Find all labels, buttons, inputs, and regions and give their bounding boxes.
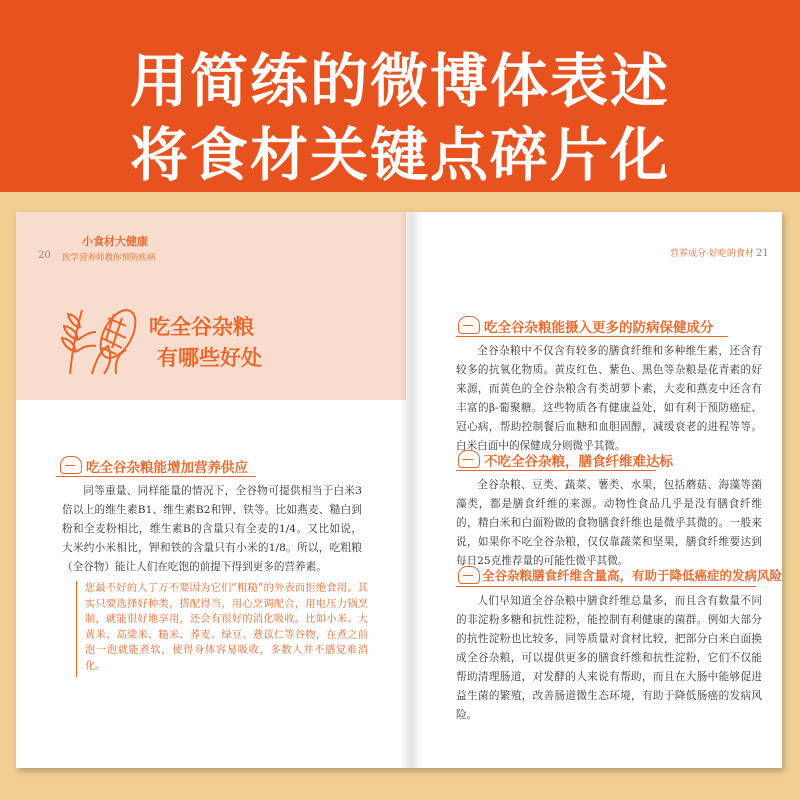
bowl-icon	[458, 566, 480, 584]
section-body-fiber-target: 全谷杂粮、豆类、蔬菜、薯类、水果，包括蘑菇、海藻等菌藻类，都是膳食纤维的来源。动物性食品几乎是没有膳食纤维的，精白米和白面粉做的食物膳食纤维也是微乎其微的。一般来说，如果你不吃全谷杂粮，仅仅靠蔬菜和坚果，膳食纤维要达到每日25克推荐量的可能性微乎其微。	[456, 479, 762, 567]
section-title-cancer-risk: 全谷杂粮膳食纤维含量高，有助于降低癌症的发病风险	[482, 568, 783, 583]
section-underline	[456, 336, 728, 337]
bowl-icon	[458, 316, 480, 334]
tip-note-box: 您最不好的人了万不要因为它们“粗糙”的外表而拒绝食用。其实只要选择好种类，搭配得当，用心烹调配合，用电压力锅烹制，就能很好地享用，还会有很好的消化吸收。比如小米、大黄米、高粱米、糙米、荞麦、绿豆、薏苡仁等谷物，在煮之前泡一泡就能煮软，使得身体容易吸收，多数人并不感觉难消化。	[76, 581, 368, 677]
section-body-cancer-risk: 人们早知道全谷杂粮中膳食纤维总量多，而且含有数量不同的非淀粉多糖和抗性淀粉，能控制有利健康的菌群。例如大部分的抗性淀粉也比较多，同等质量对食材比较，把部分白米白面换成全谷杂粮，可以提供更多的膳食纤维和抗性淀粉，它们不仅能帮助清理肠道，对发酵的人来说有帮助，而且在大肠中能够促进益生菌的繁殖，改善肠道微生态环境，有助于降低肠癌的发病风险。	[456, 595, 762, 721]
section-body-nutrition-supply: 同等重量、同样能量的情况下，全谷物可提供相当于白米3倍以上的维生素B1、维生素B2和钾、铁等。比如燕麦、糙白到粉和全麦粉相比，维生素B的含量只有全麦的1/4。又比如说，大米约小米相比，钾和铁的含量只有小米的1/8。所以，吃粗粮（全谷物）能让人们在吃饱的前提下得到更多的营养素。	[62, 485, 362, 573]
section-title-nutrition-supply: 吃全谷杂粮能增加营养供应	[86, 460, 248, 476]
left-page-hero-panel	[16, 212, 406, 400]
bowl-icon	[60, 456, 82, 474]
section-title-fiber-target: 不吃全谷杂粮，膳食纤维难达标	[484, 454, 673, 470]
hero-title-line2: 有哪些好处	[157, 346, 262, 370]
section-underline	[456, 470, 656, 471]
hero-title	[149, 312, 262, 374]
section-body-disease-prevention: 全谷杂粮中不仅含有较多的膳食纤维和多种维生素，还含有较多的抗氧化物质。黄皮红色、紫色、黑色等杂粮是花青素的好来源，而黄色的全谷杂粮含有类胡萝卜素，大麦和燕麦中还含有丰富的β-葡聚糖。这些物质各有健康益处，如有利于预防癌症、冠心病，帮助控制餐后血糖和血胆固醇，减缓衰老的进程等等。白米白面中的保健成分则微乎其微。	[456, 345, 762, 452]
left-running-title: 小食材大健康	[82, 235, 148, 248]
banner-headline-line2: 将食材关键点碎片化	[129, 121, 670, 189]
left-page-number: 20	[38, 250, 51, 261]
section-underline	[56, 476, 256, 477]
right-running-title: 营养成分·好吃的食材	[670, 249, 754, 259]
left-running-subtitle: 医学营养师教你预防疾病	[62, 253, 156, 263]
book-gutter	[399, 212, 423, 768]
bowl-icon	[458, 450, 480, 468]
section-underline	[456, 586, 756, 587]
open-book-spread	[16, 212, 782, 768]
top-banner	[0, 0, 800, 192]
right-page-number: 21	[756, 248, 769, 259]
hero-title-line1: 吃全谷杂粮	[149, 315, 254, 339]
section-title-disease-prevention: 吃全谷杂粮能摄入更多的防病保健成分	[484, 320, 714, 336]
corn-icon	[84, 304, 146, 378]
banner-headline-line1: 用简练的微博体表述	[129, 47, 670, 115]
